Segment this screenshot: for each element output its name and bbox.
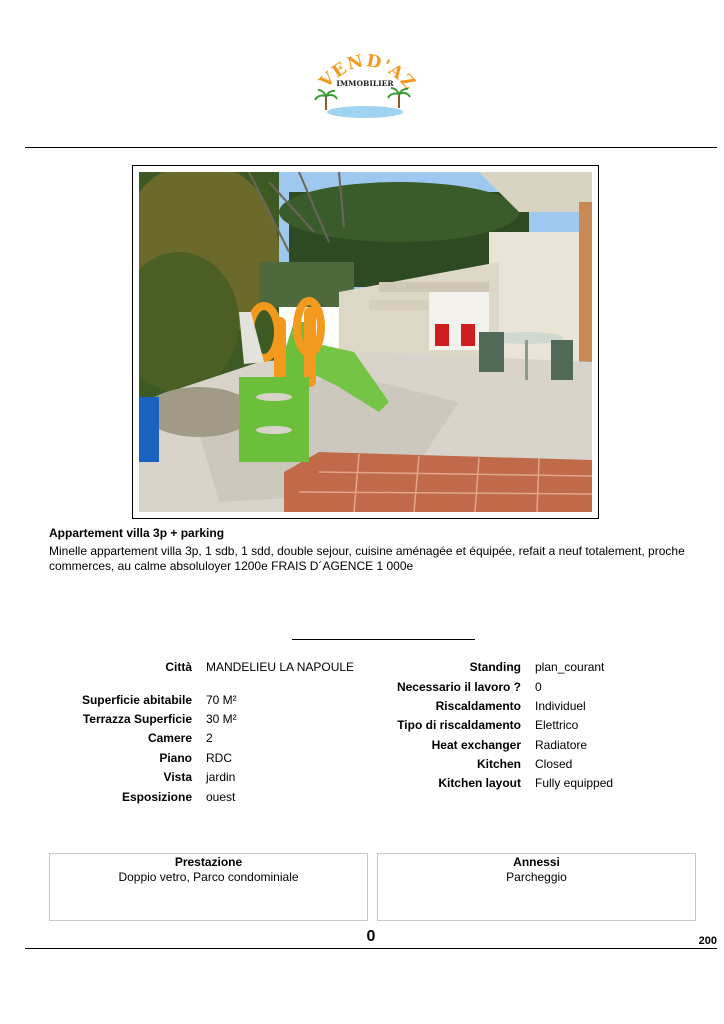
- agency-logo: [310, 48, 420, 126]
- spec-value-heat-exchanger: Radiatore: [535, 738, 588, 752]
- page-number: 0: [366, 928, 376, 945]
- annexes-heading: Annessi: [513, 855, 560, 869]
- specs-section: [0, 660, 724, 810]
- middle-divider: [292, 639, 475, 640]
- spec-label-riscaldamento: Riscaldamento: [435, 699, 521, 713]
- features-box: [49, 853, 368, 921]
- spec-value-vista: jardin: [206, 770, 236, 784]
- spec-label-kitchen: Kitchen: [476, 757, 521, 771]
- logo-sub-text: IMMOBILIER: [336, 79, 394, 88]
- spec-label-superficie: Superficie abitabile: [81, 693, 192, 707]
- annexes-value: Parcheggio: [506, 870, 567, 884]
- spec-label-standing: Standing: [469, 660, 521, 674]
- spec-value-piano: RDC: [206, 751, 232, 765]
- spec-value-tipo-riscaldamento: Elettrico: [535, 718, 579, 732]
- palm-tree-left-icon: [315, 90, 337, 110]
- spec-label-terrazza: Terrazza Superficie: [82, 712, 192, 726]
- annexes-box: [377, 853, 696, 921]
- photo-frame: [132, 165, 599, 519]
- logo-water-shape: [327, 106, 403, 118]
- spec-label-citta: Città: [165, 660, 192, 674]
- footer-right-number: 200: [698, 935, 717, 947]
- spec-value-lavoro: 0: [535, 680, 542, 694]
- bottom-divider: [25, 948, 717, 949]
- spec-value-standing: plan_courant: [535, 660, 605, 674]
- spec-value-kitchen-layout: Fully equipped: [535, 776, 614, 790]
- spec-value-kitchen: Closed: [535, 757, 573, 771]
- spec-label-heat-exchanger: Heat exchanger: [431, 738, 521, 752]
- listing-title: Appartement villa 3p + parking: [49, 526, 225, 540]
- listing-description: Minelle appartement villa 3p, 1 sdb, 1 sdd, double sejour, cuisine aménagée et équipée, refait a neuf totalement, proche commerces, au calme absoluloyer 1200e FRAIS D´AGENCE 1 000e: [49, 544, 685, 573]
- spec-label-vista: Vista: [163, 770, 192, 784]
- spec-value-esposizione: ouest: [206, 790, 236, 804]
- top-divider: [25, 147, 717, 148]
- property-photo: [139, 172, 592, 512]
- spec-value-citta: MANDELIEU LA NAPOULE: [206, 660, 355, 674]
- logo-brand-text: VEND'AZ: [315, 50, 420, 95]
- spec-value-riscaldamento: Individuel: [535, 699, 586, 713]
- spec-value-superficie: 70 M²: [206, 693, 237, 707]
- spec-label-camere: Camere: [147, 731, 192, 745]
- spec-label-kitchen-layout: Kitchen layout: [438, 776, 521, 790]
- spec-value-terrazza: 30 M²: [206, 712, 237, 726]
- features-heading: Prestazione: [174, 855, 243, 869]
- spec-label-lavoro: Necessario il lavoro ?: [396, 680, 521, 694]
- spec-value-camere: 2: [206, 731, 213, 745]
- features-value: Doppio vetro, Parco condominiale: [118, 870, 299, 884]
- spec-label-tipo-riscaldamento: Tipo di riscaldamento: [397, 718, 521, 732]
- spec-label-esposizione: Esposizione: [121, 790, 192, 804]
- spec-label-piano: Piano: [159, 751, 192, 765]
